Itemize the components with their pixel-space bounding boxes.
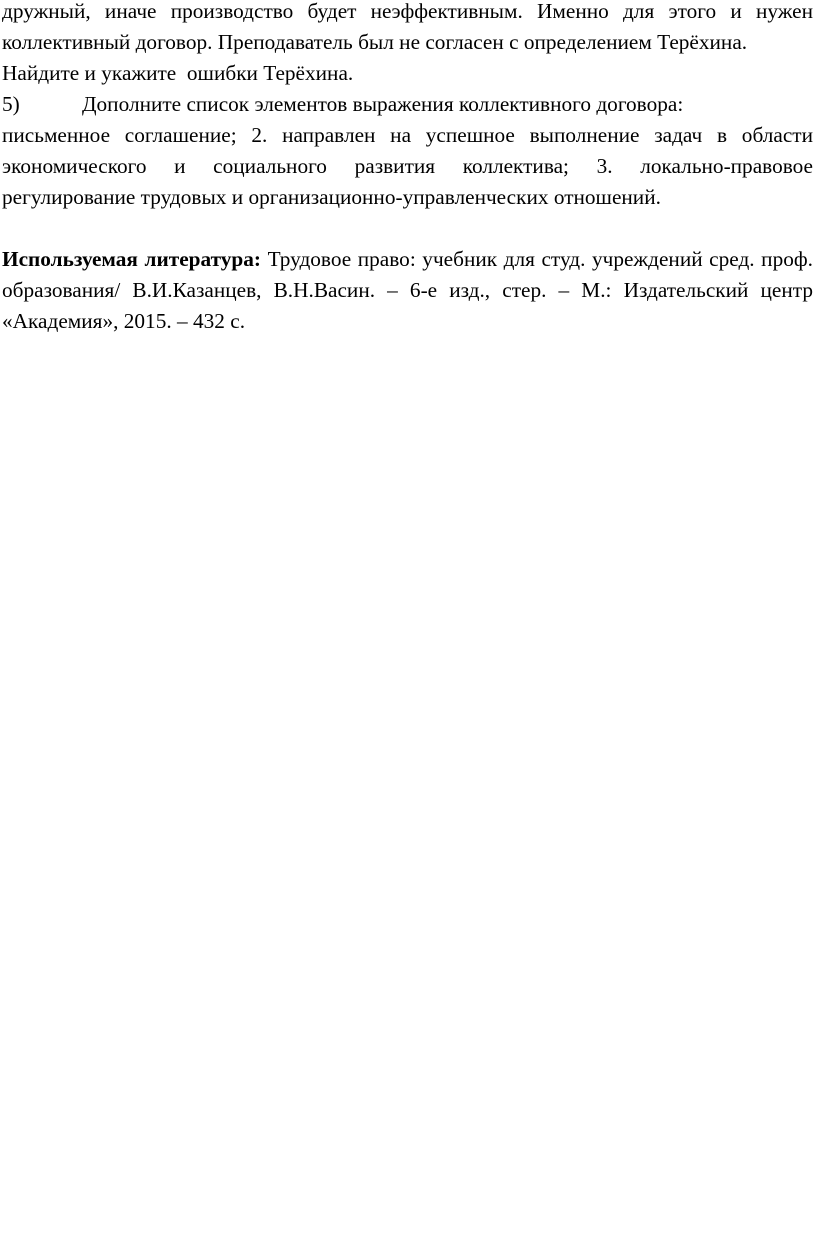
list-item-5 (2, 89, 813, 120)
blank-line (2, 213, 813, 244)
document-body (0, 0, 816, 337)
list-item-number: 5) (2, 92, 20, 116)
literature-label: Используемая литература: (2, 247, 262, 271)
task-line: Найдите и укажите ошибки Терёхина. (2, 61, 354, 85)
literature-paragraph (2, 244, 813, 337)
item-continuation-paragraph: письменное соглашение; 2. направлен на успешное выполнение задач в области экономического и социального развития коллектива; 3. локально-правовое регулирование трудовых и организационно-управленческих отношений. (2, 123, 813, 209)
list-item-text: Дополните список элементов выражения коллективного договора: (82, 92, 684, 116)
intro-paragraph: дружный, иначе производство будет неэффективным. Именно для этого и нужен коллективный договор. Преподаватель был не согласен с определением Терёхина. (2, 0, 813, 54)
literature-text: Трудовое право: учебник для студ. учреждений сред. проф. образования/ В.И.Казанцев, В.Н.Васин. – 6-е изд., стер. – М.: Издательский центр «Академия», 2015. – 432 с. (2, 247, 813, 333)
